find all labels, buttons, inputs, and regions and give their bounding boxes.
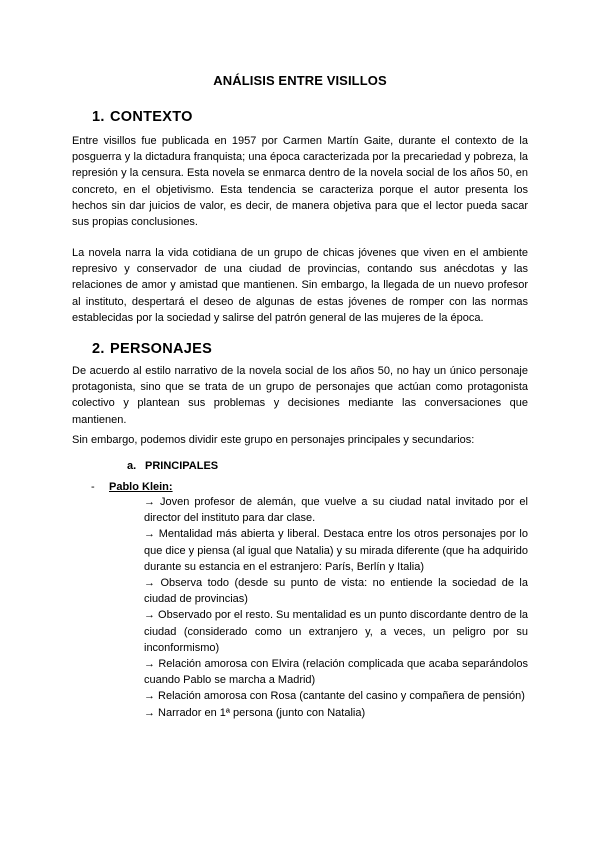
section-title: PERSONAJES (110, 341, 213, 357)
list-dash: - (91, 481, 95, 493)
section-title: CONTEXTO (110, 109, 193, 125)
section-heading-contexto (92, 109, 193, 125)
character-note: → Narrador en 1ª persona (junto con Natalia) (144, 706, 366, 719)
subsection-title: PRINCIPALES (145, 460, 219, 472)
paragraph-contexto-2: La novela narra la vida cotidiana de un grupo de chicas jóvenes que viven en el ambiente represivo y conservador de una ciudad de provincias, contando sus anécdotas y las relaciones de amor y amistad que mantienen. Sin embargo, la llegada de un nuevo profesor al instituto, despertará el deseo de algunas de estas jóvenes de romper con las normas establecidas por la sociedad y salirse del patrón general de las mujeres de la época. (72, 247, 528, 324)
character-name: Pablo Klein: (109, 481, 173, 493)
section-number: 1. (92, 109, 105, 125)
character-note: → Joven profesor de alemán, que vuelve a su ciudad natal invitado por el director del instituto para dar clase. (144, 496, 528, 525)
character-note: → Relación amorosa con Rosa (cantante del casino y compañera de pensión) (144, 690, 525, 703)
paragraph-contexto-1: Entre visillos fue publicada en 1957 por Carmen Martín Gaite, durante el contexto de la posguerra y la dictadura franquista; una época caracterizada por la precariedad y pobreza, la represión y la censura. Esta novela se enmarca dentro de la novela social de los años 50, en concreto, en el objetivismo. Esta tendencia se caracteriza porque el autor presenta los hechos sin dar juicios de valor, es decir, de manera objetiva para que el lector pueda sacar sus propias conclusiones. (72, 135, 528, 229)
paragraph-personajes-2: Sin embargo, podemos dividir este grupo en personajes principales y secundarios: (72, 434, 475, 446)
subsection-letter: a. (127, 460, 137, 472)
subsection-heading-principales (127, 460, 218, 472)
section-heading-personajes (92, 341, 212, 357)
character-note: → Mentalidad más abierta y liberal. Destaca entre los otros personajes por lo que dice y piensa (al igual que Natalia) y su mirada diferente (que ha adquirido durante su estancia en el estranjero: París, Berlín y Italia) (144, 528, 529, 573)
character-note: → Observado por el resto. Su mentalidad es un punto discordante dentro de la ciudad (considerado como un extranjero y, a veces, un peligro por su inconformismo) (144, 609, 529, 654)
character-heading (91, 481, 173, 493)
document-title: ANÁLISIS ENTRE VISILLOS (213, 73, 387, 88)
character-note: → Relación amorosa con Elvira (relación complicada que acaba separándolos cuando Pablo se marcha a Madrid) (144, 658, 528, 687)
section-number: 2. (92, 341, 105, 357)
character-notes-list (144, 494, 528, 721)
character-note: → Observa todo (desde su punto de vista: no entiende la sociedad de la ciudad de provincias) (144, 577, 528, 606)
paragraph-personajes-1: De acuerdo al estilo narrativo de la novela social de los años 50, no hay un único personaje protagonista, sino que se trata de un grupo de personajes que actúan como protagonista colectivo y plantean sus problemas y decisiones mediante las conversaciones que mantienen. (72, 365, 528, 426)
